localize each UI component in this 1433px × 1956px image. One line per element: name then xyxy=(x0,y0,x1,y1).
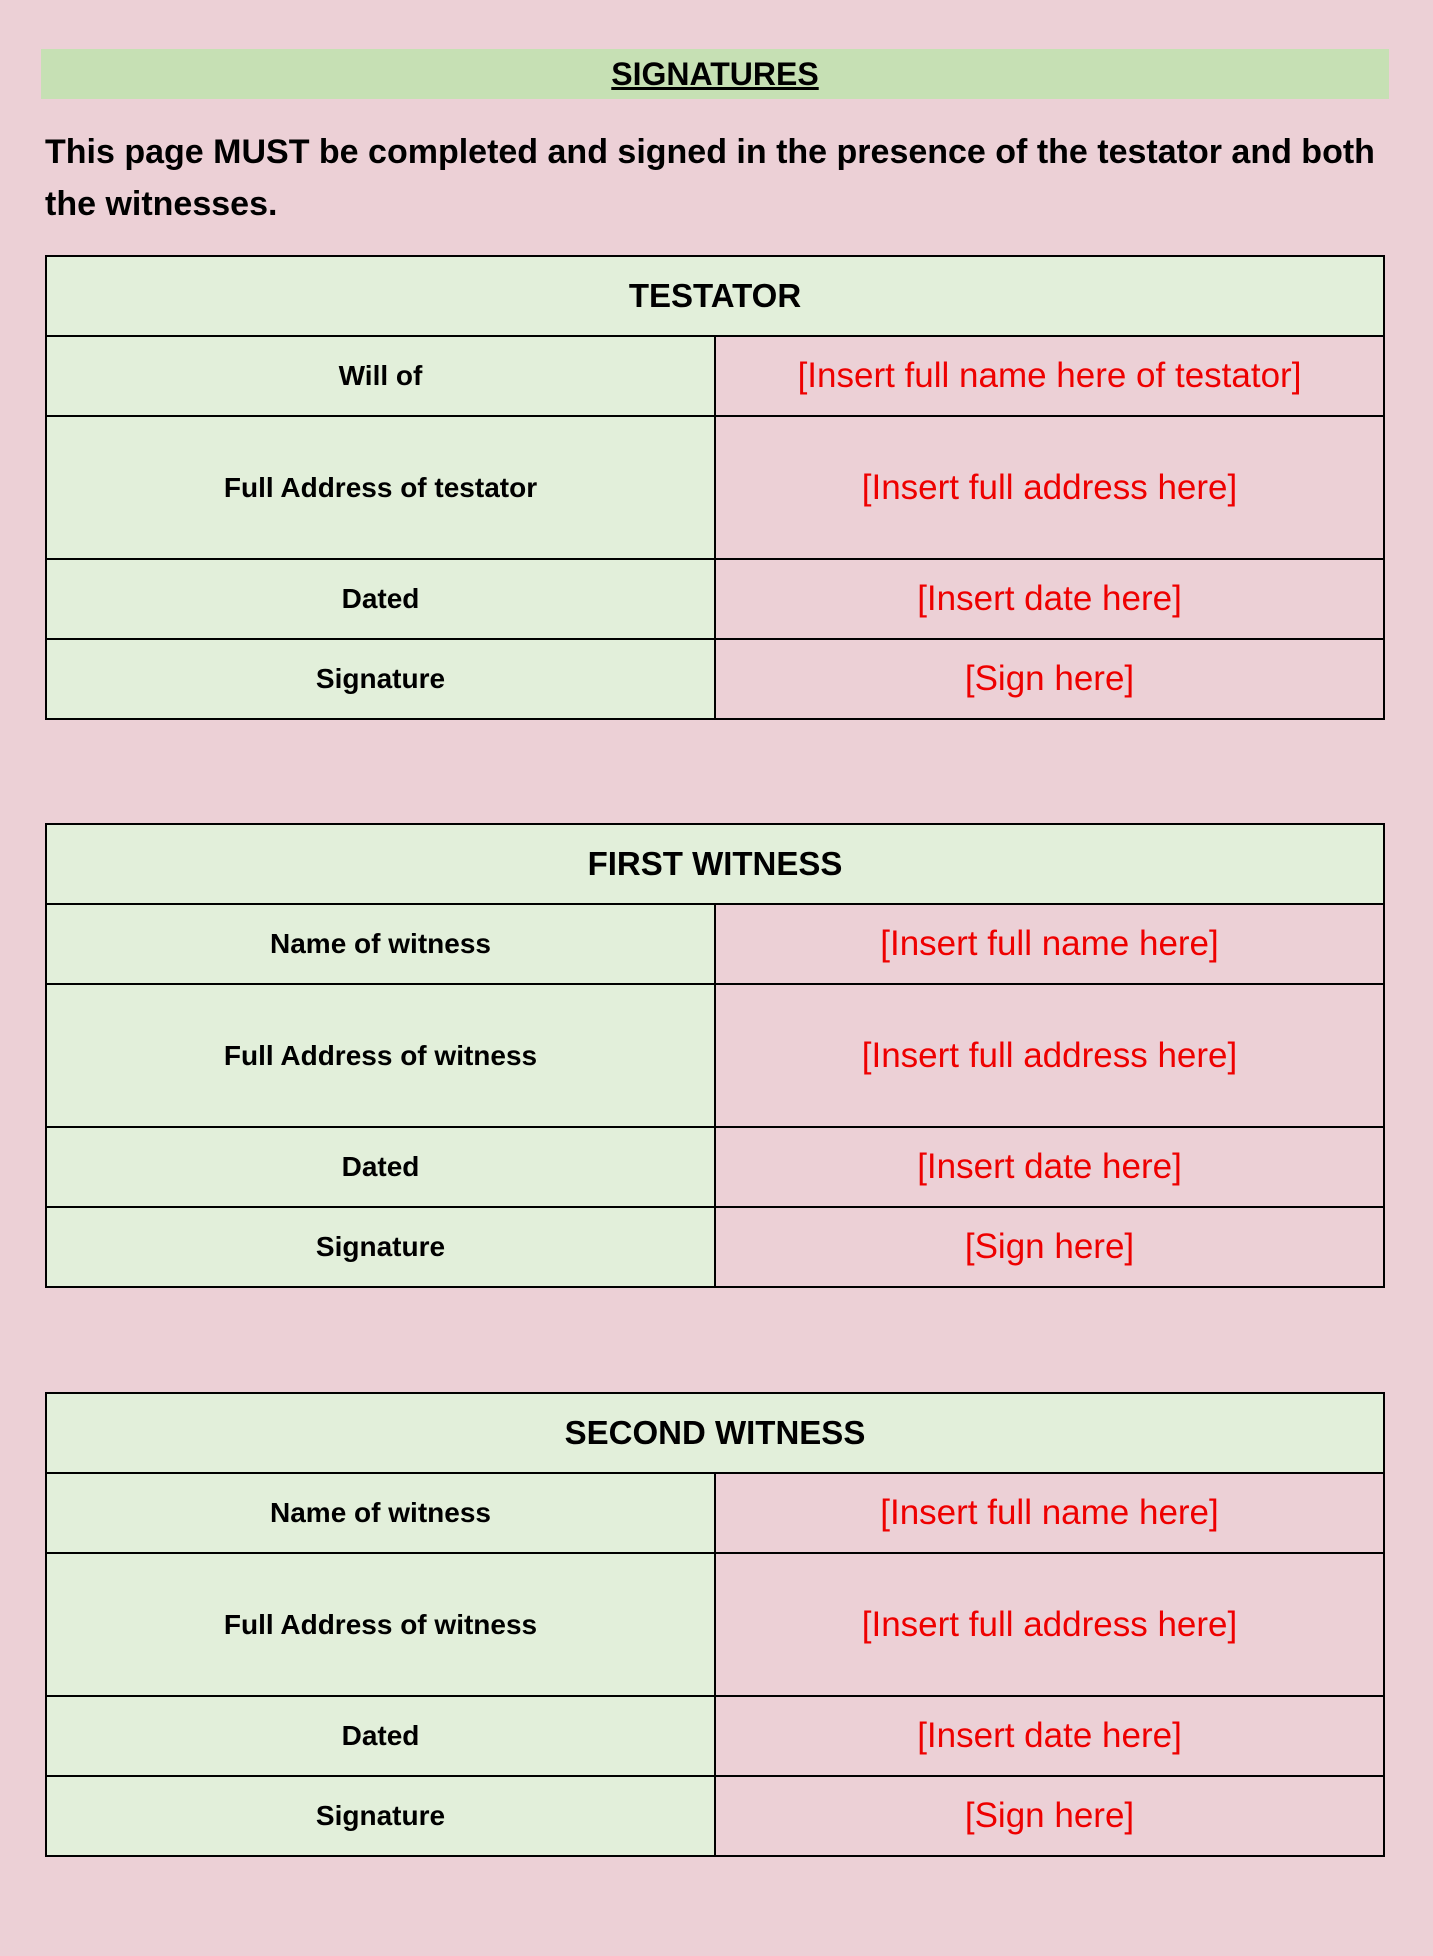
second-witness-name-label: Name of witness xyxy=(46,1473,715,1553)
first-witness-name-field[interactable]: [Insert full name here] xyxy=(715,904,1384,984)
testator-signature-field[interactable]: [Sign here] xyxy=(715,639,1384,719)
testator-date-field[interactable]: [Insert date here] xyxy=(715,559,1384,639)
second-witness-address-label: Full Address of witness xyxy=(46,1553,715,1696)
second-witness-signature-field[interactable]: [Sign here] xyxy=(715,1776,1384,1856)
first-witness-dated-label: Dated xyxy=(46,1127,715,1207)
second-witness-name-field[interactable]: [Insert full name here] xyxy=(715,1473,1384,1553)
second-witness-dated-label: Dated xyxy=(46,1696,715,1776)
first-witness-heading: FIRST WITNESS xyxy=(46,824,1384,904)
testator-address-label: Full Address of testator xyxy=(46,416,715,559)
second-witness-address-field[interactable]: [Insert full address here] xyxy=(715,1553,1384,1696)
first-witness-signature-field[interactable]: [Sign here] xyxy=(715,1207,1384,1287)
testator-name-field[interactable]: [Insert full name here of testator] xyxy=(715,336,1384,416)
second-witness-heading: SECOND WITNESS xyxy=(46,1393,1384,1473)
instructions-text: This page MUST be completed and signed in the presence of the testator and both the witnesses. xyxy=(45,133,1375,223)
testator-table xyxy=(45,255,1385,720)
testator-address-field[interactable]: [Insert full address here] xyxy=(715,416,1384,559)
first-witness-date-field[interactable]: [Insert date here] xyxy=(715,1127,1384,1207)
testator-signature-label: Signature xyxy=(46,639,715,719)
first-witness-name-label: Name of witness xyxy=(46,904,715,984)
testator-heading: TESTATOR xyxy=(46,256,1384,336)
second-witness-signature-label: Signature xyxy=(46,1776,715,1856)
will-of-label: Will of xyxy=(46,336,715,416)
first-witness-address-label: Full Address of witness xyxy=(46,984,715,1127)
page-title: SIGNATURES xyxy=(611,55,819,92)
first-witness-address-field[interactable]: [Insert full address here] xyxy=(715,984,1384,1127)
first-witness-table xyxy=(45,823,1385,1288)
testator-dated-label: Dated xyxy=(46,559,715,639)
first-witness-signature-label: Signature xyxy=(46,1207,715,1287)
second-witness-date-field[interactable]: [Insert date here] xyxy=(715,1696,1384,1776)
second-witness-table xyxy=(45,1392,1385,1857)
title-banner xyxy=(41,49,1389,99)
